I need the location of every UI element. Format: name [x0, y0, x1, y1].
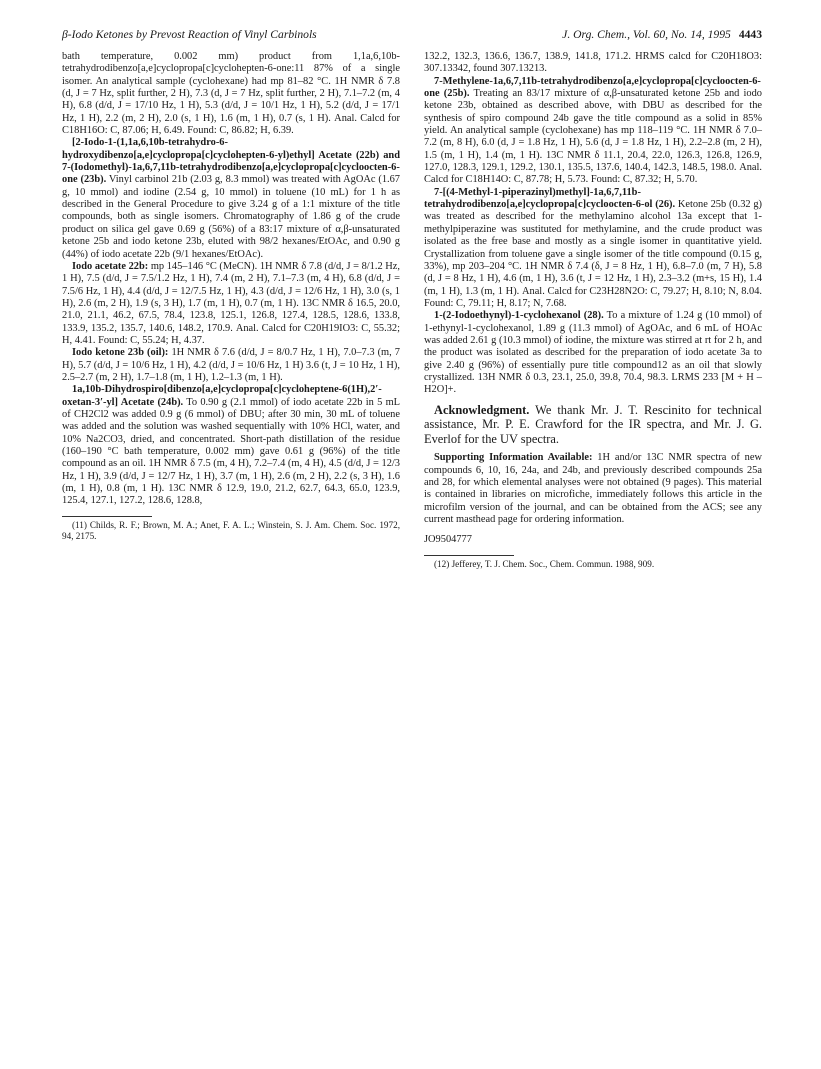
supporting-information [424, 452, 762, 526]
paragraph-text: mp 145–146 °C (MeCN). 1H NMR δ 7.8 (d/d, J = 8/1.2 Hz, 1 H), 7.5 (d/d, J = 7.5/1.2 Hz, 1 H), 7.4 (m, 2 H), 7.1–7.3 (m, 4 H), 6.8 (d/d, J = 7.5/6 Hz, 1 H), 4.4 (d/d, J = 12/7.5 Hz, 1 H), 4.3 (d/d, J = 12/6 Hz, 1 H), 3.0 (s, 1 H), 2.6 (m, 2 H), 1.9 (s, 3 H), 1.7 (m, 1 H), 0.7 (m, 1 H). 13C NMR δ 16.5, 20.0, 21.0, 21.1, 46.2, 67.5, 78.4, 123.8, 125.1, 126.8, 127.4, 128.5, 128.6, 133.8, 133.9, 135.2, 135.7, 140.6, 148.2, 170.9. Anal. Calcd for C20H19IO3: C, 55.32; H, 4.41. Found: C, 55.24; H, 4.37. [62, 260, 400, 346]
footnote: (12) Jefferey, T. J. Chem. Soc., Chem. Commun. 1988, 909. [434, 558, 655, 569]
acknowledgment [424, 403, 762, 447]
compound-heading: 7-Methylene-1a,6,7,11b-tetrahydrodibenzo[a,e]cyclopropa[c]cycloocten-6-one (25b). [424, 75, 761, 100]
page-number: 4443 [738, 28, 762, 41]
compound-heading: 1a,10b-Dihydrospiro[dibenzo[a,e]cyclopropa[c]cycloheptene-6(1H),2′-oxetan-3′-yl] Acetate (24b). [62, 384, 382, 408]
article-code: JO9504777 [424, 534, 472, 546]
compound-heading: Iodo ketone 23b (oil): [72, 347, 169, 359]
paragraph [424, 76, 762, 187]
left-column [62, 51, 400, 542]
paragraph-text: Vinyl carbinol 21b (2.03 g, 8.3 mmol) was treated with AgOAc (1.67 g, 10 mmol) and iodine (2.54 g, 10 mmol) in toluene (10 mL) for 1 h as described in the General Procedure to give 3.24 g of a 1:1 mixture of the title compounds, both as single isomers. Chromatography of 1.86 g of the crude product on silica gel gave 0.69 g (56%) of a 83:17 mixture of α,β-unsaturated ketone 25b and iodo ketone 23b, eluted with 98/2 hexanes/EtOAc, and 0.90 g (44%) of iodo acetate 22b (9/1 hexanes/EtOAc). [62, 174, 400, 260]
journal-citation [562, 28, 762, 41]
paragraph-text: Treating an 83/17 mixture of α,β-unsaturated ketone 25b and iodo ketone 23b, obtained as described above, with DBU as described for the synthesis of spiro compound 24b gave the title compound as a solid in 85% yield. An analytical sample (cyclohexane) has mp 118–119 °C. 1H NMR δ 7.0–7.2 (m, 8 H), 6.0 (d, J = 1.8 Hz, 1 H), 5.6 (d, J = 1.8 Hz, 1 H), 2.2–2.8 (m, 2 H), 1.5 (m, 1 H), 1.4 (m, 1 H). 13C NMR δ 11.1, 20.4, 22.0, 126.3, 126.8, 126.9, 127.0, 128.3, 129.1, 129.2, 130.1, 135.5, 137.6, 140.4, 142.3, 148.5, 198.0. Anal. Calcd for C18H14O: C, 87.78; H, 5.73. Found: C, 87.32; H, 5.70. [424, 88, 763, 186]
paragraph-text: Ketone 25b (0.32 g) was treated as described for the methylamino alcohol 13a except that 1-methylpiperazine was sustituted for methylamine, and the crude product was isolated as the free base and mostly as a single isomer in quantitative yield. Crystallization from toluene gave a single isomer of the title compound (0.15 g, 33%), mp 203–204 °C. 1H NMR δ 7.4 (δ, J = 8 Hz, 1 H), 6.8–7.0 (m, 7 H), 5.8 (d, J = 8 Hz, 1 H), 4.6 (m, 1 H), 3.6 (t, J = 12 Hz, 1 H), 2.3–3.2 (m+s, 15 H), 1.4 (m, 1 H), 1.3 (m, 1 H). Anal. Calcd for C23H28N2O: C, 79.27; H, 8.10; N, 8.04. Found: C, 79.11; H, 8.17; N, 7.68. [424, 199, 763, 309]
paragraph [62, 347, 400, 384]
paragraph-text: 1H NMR δ 7.6 (d/d, J = 8/0.7 Hz, 1 H), 7.0–7.3 (m, 7 H), 5.7 (d/d, J = 10/6 Hz, 1 H), 4.2 (d/d, J = 10/6 Hz, 1 H) 3.6 (t, J = 10 Hz, 1 H), 2.5–2.7 (m, 2 H), 1.7–1.8 (m, 1 H), 1.2–1.3 (m, 1 H). [62, 347, 400, 383]
acknowledgment-text: We thank Mr. J. T. Rescinito for technical assistance, Mr. P. E. Crawford for the IR spectra, and Mr. J. G. Everlof for the UV spectra. [424, 402, 762, 446]
paragraph [62, 384, 400, 507]
paragraph-text: To a mixture of 1.24 g (10 mmol) of 1-ethynyl-1-cyclohexanol, 1.89 g (11.3 mmol) of AgOAc, and 6 mL of HOAc was added 2.61 g (10.3 mmol) of iodine, the mixture was stirred at rt for 2 h, and the product was isolated as described for the preparation of iodo acetate 3a to give 2.40 g (96%) of essentially pure title compound12 as an oil that slowly crystallized. 13H NMR δ 0.3, 23.1, 25.0, 39.8, 70.4, 98.3. LRMS 233 [M + H – H2O]+. [424, 310, 762, 396]
paragraph [62, 137, 400, 260]
acknowledgment-heading: Acknowledgment. [434, 402, 530, 417]
footnote-divider [62, 516, 152, 517]
journal-reference: J. Org. Chem., Vol. 60, No. 14, 1995 [562, 28, 731, 41]
compound-heading: Iodo acetate 22b: [72, 260, 149, 272]
running-title: β-Iodo Ketones by Prevost Reaction of Vinyl Carbinols [62, 28, 317, 41]
compound-heading: 7-[(4-Methyl-1-piperazinyl)methyl]-1a,6,7,11b-tetrahydrodibenzo[a,e]cyclopropa[c]cycloocten-6-ol (26). [424, 186, 676, 211]
paragraph-text: To 0.90 g (2.1 mmol) of iodo acetate 22b in 5 mL of CH2Cl2 was added 0.9 g (6 mmol) of DBU; after 30 min, 30 mL of toluene was added and the solution was washed sequentially with 10% HCl, water, and 10% Na2CO3, dried, and concentrated. Short-path distillation of the residue (160–190 °C bath temperature, 0.002 mm) gave 0.61 g (96%) of the title compound as an oil. 1H NMR δ 7.5 (m, 4 H), 7.2–7.4 (m, 4 H), 4.5 (d/d, J = 12/3 Hz, 1 H), 3.9 (d/d, J = 12/7 Hz, 1 H), 3.7 (m, 1 H), 2.6 (m, 2 H), 2.2 (s, 3 H), 1.6 (m, 1 H), 0.8 (m, 1 H). 13C NMR δ 12.9, 19.0, 21.2, 62.7, 64.3, 65.0, 123.9, 125.4, 127.1, 127.2, 128.6, 128.8, [62, 396, 400, 507]
paragraph: bath temperature, 0.002 mm) product from 1,1a,6,10b-tetrahydrodibenzo[a,e]cyclopropa[c]cyclohepten-6-one:11 87% of a single isomer. An analytical sample (cyclohexane) had mp 81–82 °C. 1H NMR δ 7.8 (d, J = 7 Hz, split further, 2 H), 7.3 (d, J = 7 Hz, split further, 2 H), 7.1–7.2 (m, 4 H), 6.8 (d/d, J = 17/10 Hz, 1 H), 5.3 (d/d, J = 10/1 Hz, 1 H), 5.2 (d/d, J = 17/1 Hz, 1 H), 2.2 (m, 2 H), 2.0 (s, 1 H), 1.6 (m, 1 H), 0.7 (s, 1 H). Anal. Calcd for C18H16O: C, 87.06; H, 6.49. Found: C, 86.82; H, 6.39. [62, 51, 400, 137]
right-column [424, 51, 762, 570]
paragraph [62, 261, 400, 347]
footnote: (11) Childs, R. F.; Brown, M. A.; Anet, F. A. L.; Winstein, S. J. Am. Chem. Soc. 1972, 94, 2175. [62, 519, 400, 541]
paragraph [424, 310, 762, 396]
compound-heading: 1-(2-Iodoethynyl)-1-cyclohexanol (28). [434, 310, 604, 322]
footnote-divider [424, 555, 514, 556]
supporting-information-text: 1H and/or 13C NMR spectra of new compounds 6, 10, 16, 24a, and 24b, and previously described compounds 25a and 28, for which elemental analyses were not obtained (9 pages). This material is contained in libraries on microfiche, immediately follows this article in the microfilm version of the journal, and can be obtained from the ACS; see any current masthead page for ordering information. [424, 452, 762, 526]
supporting-information-heading: Supporting Information Available: [434, 452, 593, 464]
running-header [62, 28, 762, 44]
paragraph [424, 187, 762, 310]
paragraph: 132.2, 132.3, 136.6, 136.7, 138.9, 141.8, 171.2. HRMS calcd for C20H18O3: 307.13342, found 307.13213. [424, 51, 762, 75]
compound-heading: [2-Iodo-1-(1,1a,6,10b-tetrahydro-6-hydroxydibenzo[a,e]cyclopropa[c]cyclohepten-6-yl)ethyl] Acetate (22b) and 7-(Iodomethyl)-1a,6,7,11b-tetrahydrodibenzo[a,e]cyclopropa[c]cycloocten-6-one (23b). [62, 137, 400, 186]
